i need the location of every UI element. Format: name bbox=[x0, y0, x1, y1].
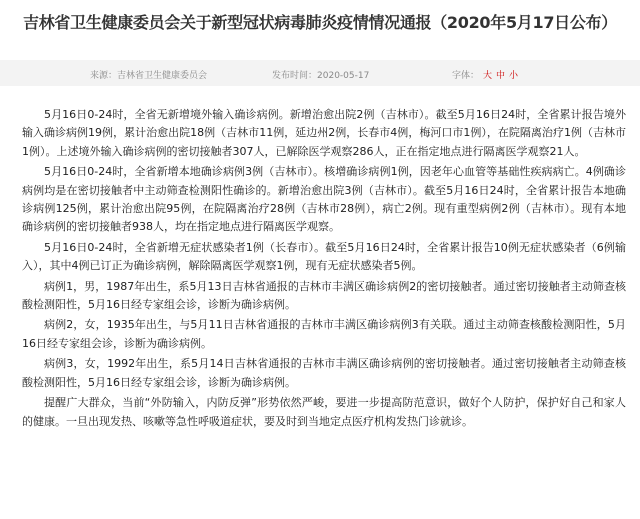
font-size-small-button[interactable]: 小 bbox=[509, 71, 519, 81]
meta-source-value: 吉林省卫生健康委员会 bbox=[117, 71, 208, 81]
paragraph-case-3: 病例3，女，1992年出生，系5月14日吉林省通报的吉林市丰满区确诊病例的密切接触者。通过密切接触者主动筛查核酸检测阳性，5月16日经专家组会诊，诊断为确诊病例。 bbox=[22, 357, 626, 389]
paragraph-case-1: 病例1，男，1987年出生，系5月13日吉林省通报的吉林市丰满区确诊病例2的密切接触者。通过密切接触者主动筛查核酸检测阳性，5月16日经专家组会诊，诊断为确诊病例。 bbox=[22, 279, 626, 312]
paragraph-case-2: 病例2，女，1935年出生，与5月11日吉林省通报的吉林市丰满区确诊病例3有关联。通过主动筛查核酸检测阳性，5月16日经专家组会诊，诊断为确诊病例。 bbox=[22, 318, 626, 350]
paragraph-asymptomatic: 5月16日0-24时，全省新增无症状感染者1例（长春市）。截至5月16日24时，全省累计报告10例无症状感染者（6例输入），其中4例已订正为确诊病例，解除隔离医学观察1例，现有无症状感染者5例。 bbox=[22, 240, 626, 273]
meta-date-label: 发布时间： bbox=[272, 71, 318, 81]
article-meta-bar bbox=[0, 60, 640, 86]
article-body bbox=[0, 86, 640, 431]
meta-font-label: 字体： bbox=[452, 71, 480, 81]
font-size-medium-button[interactable]: 中 bbox=[496, 71, 506, 81]
meta-font-size bbox=[452, 68, 518, 81]
meta-source bbox=[90, 68, 207, 81]
meta-source-label: 来源： bbox=[90, 71, 118, 81]
meta-date bbox=[272, 68, 369, 81]
font-size-large-button[interactable]: 大 bbox=[483, 71, 493, 81]
article-title: 吉林省卫生健康委员会关于新型冠状病毒肺炎疫情情况通报（2020年5月17日公布） bbox=[23, 13, 617, 32]
meta-date-value: 2020-05-17 bbox=[317, 71, 370, 81]
paragraph-imported-cases: 5月16日0-24时，全省无新增境外输入确诊病例。新增治愈出院2例（吉林市）。截至5月16日24时，全省累计报告境外输入确诊病例19例，累计治愈出院18例（吉林市11例，延边州2例，长春市4例，梅河口市1例），在院隔离治疗1例（吉林市1例）。上述境外输入确诊病例的密切接触者307人，已解除医学观察286人，正在指定地点进行隔离医学观察21人。 bbox=[22, 108, 626, 158]
paragraph-reminder: 提醒广大群众，当前“外防输入，内防反弹”形势依然严峻，要进一步提高防范意识，做好个人防护，保护好自己和家人的健康。一旦出现发热、咳嗽等急性呼吸道症状，要及时到当地定点医疗机构发热门诊就诊。 bbox=[22, 396, 626, 428]
paragraph-local-cases: 5月16日0-24时，全省新增本地确诊病例3例（吉林市）。核增确诊病例1例，因老年心血管等基础性疾病病亡。4例确诊病例均是在密切接触者中主动筛查检测阳性确诊的。新增治愈出院3例（吉林市）。截至5月16日24时，全省累计报告本地确诊病例125例，累计治愈出院95例，在院隔离治疗28例（吉林市28例），病亡2例。现有重型病例2例（吉林市）。现有本地确诊病例的密切接触者938人，均在指定地点进行隔离医学观察。 bbox=[22, 165, 626, 234]
